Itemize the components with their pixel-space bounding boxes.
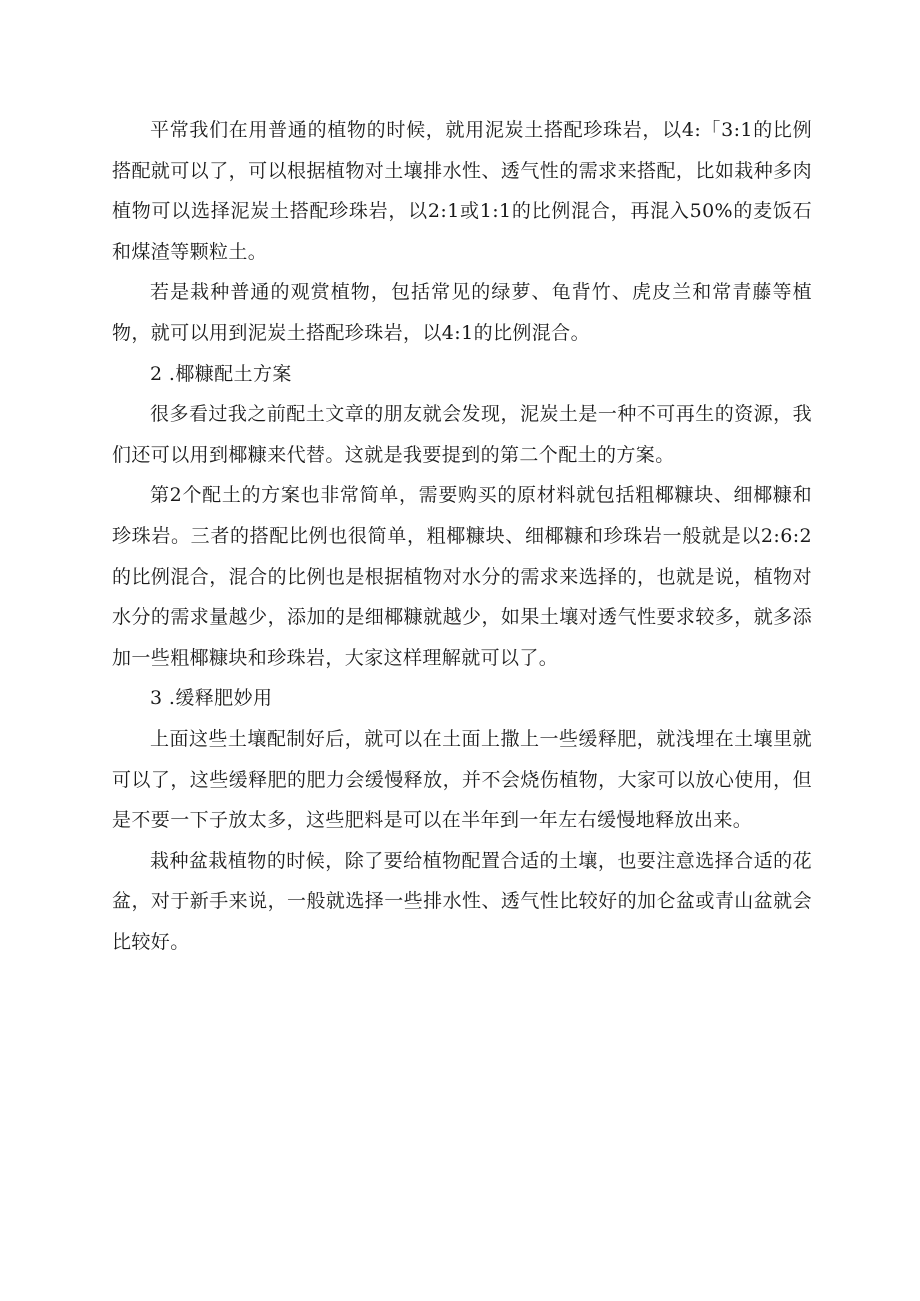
paragraph-ornamental-plants: 若是栽种普通的观赏植物，包括常见的绿萝、龟背竹、虎皮兰和常青藤等植物，就可以用到泥炭土搭配珍珠岩，以4:1的比例混合。 [112, 281, 812, 344]
paragraph-fertilizer-usage: 上面这些土壤配制好后，就可以在土面上撒上一些缓释肥，就浅埋在土壤里就可以了，这些缓释肥的肥力会缓慢释放，并不会烧伤植物，大家可以放心使用，但是不要一下子放太多，这些肥料是可以在半年到一年左右缓慢地释放出来。 [112, 727, 812, 832]
section-heading-slow-release-fertilizer: 3 .缓释肥妙用 [150, 687, 273, 710]
section-heading-coir-mix: 2 .椰糠配土方案 [150, 362, 292, 385]
paragraph-pot-selection: 栽种盆栽植物的时候，除了要给植物配置合适的土壤，也要注意选择合适的花盆，对于新手来说，一般就选择一些排水性、透气性比较好的加仑盆或青山盆就会比较好。 [112, 849, 812, 953]
paragraph-coir-recipe: 第2个配土的方案也非常简单，需要购买的原材料就包括粗椰糠块、细椰糠和珍珠岩。三者的搭配比例也很简单，粗椰糠块、细椰糠和珍珠岩一般就是以2:6:2的比例混合，混合的比例也是根据植物对水分的需求来选择的，也就是说，植物对水分的需求量越少，添加的是细椰糠就越少，如果土壤对透气性要求较多，就多添加一些粗椰糠块和珍珠岩，大家这样理解就可以了。 [112, 484, 812, 669]
document-body [112, 110, 812, 962]
paragraph-soil-mix-intro: 平常我们在用普通的植物的时候，就用泥炭土搭配珍珠岩，以4:「3:1的比例搭配就可以了，可以根据植物对土壤排水性、透气性的需求来搭配，比如栽种多肉植物可以选择泥炭土搭配珍珠岩，以2:1或1:1的比例混合，再混入50%的麦饭石和煤渣等颗粒土。 [112, 119, 812, 263]
paragraph-coir-replacement: 很多看过我之前配土文章的朋友就会发现，泥炭土是一种不可再生的资源，我们还可以用到椰糠来代替。这就是我要提到的第二个配土的方案。 [112, 403, 812, 466]
